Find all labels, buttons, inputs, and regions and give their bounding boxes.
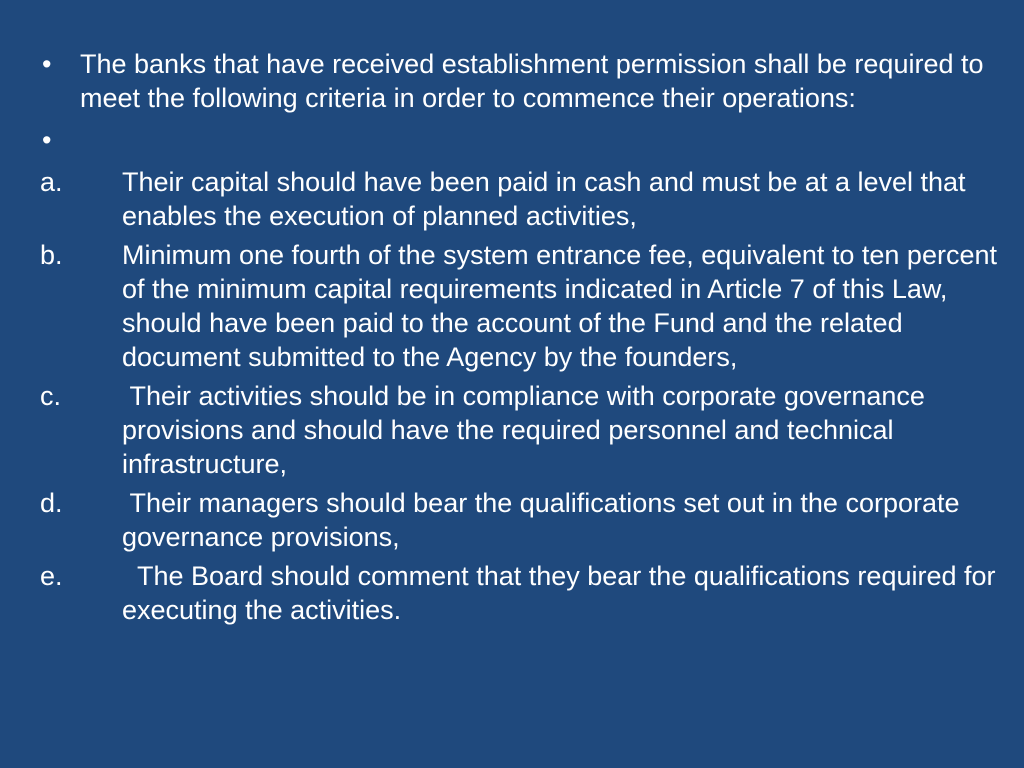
criterion-letter: b.	[40, 240, 63, 270]
criterion-e	[0, 559, 1024, 627]
criterion-text: Their activities should be in compliance with corporate governance provisions and should have the required personnel and technical infrastructure,	[122, 381, 933, 479]
criterion-text: Their capital should have been paid in cash and must be at a level that enables the execution of planned activities,	[122, 167, 966, 231]
criterion-text: The Board should comment that they bear the qualifications required for executing the activities.	[122, 561, 1004, 625]
empty-bullet-item	[0, 121, 1024, 161]
intro-text: The banks that have received establishment permission shall be required to meet the following criteria in order to commence their operations:	[80, 49, 984, 113]
bullet-icon: •	[42, 125, 52, 155]
slide-content	[0, 47, 1024, 632]
criterion-text: Minimum one fourth of the system entrance fee, equivalent to ten percent of the minimum capital requirements indicated in Article 7 of this Law, should have been paid to the account of the Fund and the related document submitted to the Agency by the founders,	[122, 240, 997, 372]
intro-bullet-item	[0, 47, 1024, 115]
criterion-letter: e.	[40, 561, 63, 591]
criterion-a	[0, 165, 1024, 233]
bullet-icon: •	[42, 49, 52, 79]
criterion-d	[0, 486, 1024, 554]
criterion-b	[0, 238, 1024, 374]
criterion-text: Their managers should bear the qualifications set out in the corporate governance provisions,	[122, 488, 968, 552]
criterion-letter: d.	[40, 488, 63, 518]
criterion-letter: c.	[40, 381, 62, 411]
criterion-c	[0, 379, 1024, 481]
criteria-list	[0, 165, 1024, 627]
criterion-letter: a.	[40, 167, 63, 197]
